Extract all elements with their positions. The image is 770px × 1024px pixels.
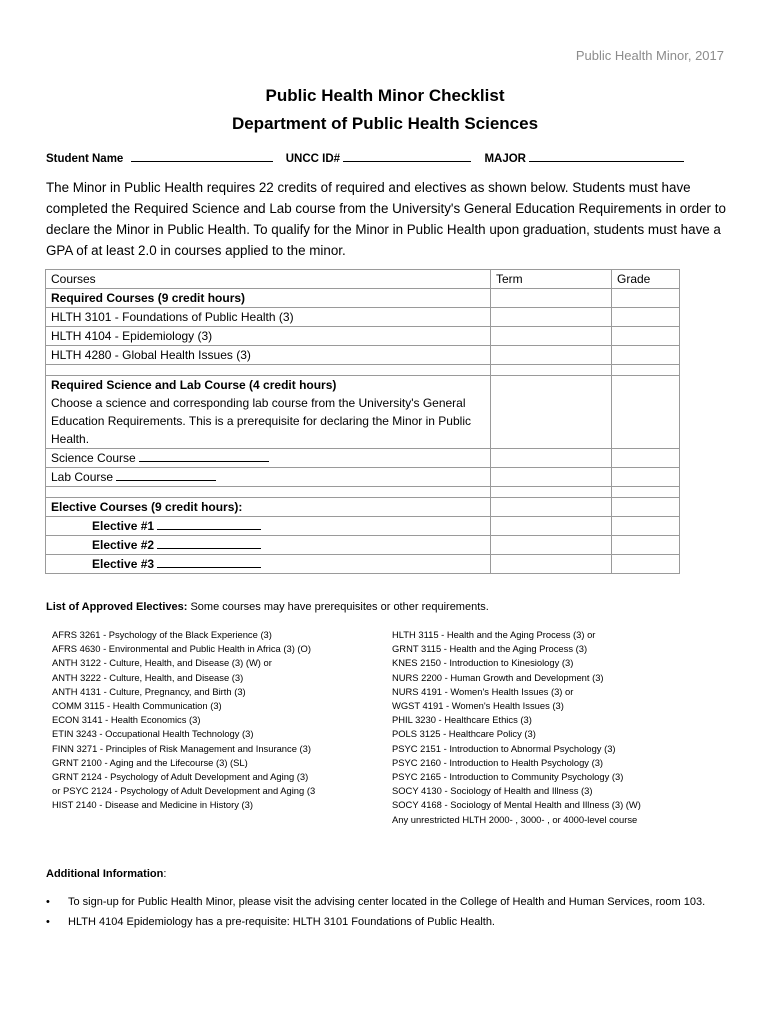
- spacer-cell: [46, 487, 491, 498]
- elective-cell: [46, 536, 491, 555]
- elective-courses-heading: Elective Courses (9 credit hours):: [46, 498, 491, 517]
- science-heading: Required Science and Lab Course (4 credit hours): [51, 378, 337, 392]
- term-cell[interactable]: [491, 346, 612, 365]
- approved-electives-label: List of Approved Electives:: [46, 601, 188, 613]
- major-label: MAJOR: [484, 153, 526, 165]
- list-item: Any unrestricted HLTH 2000- , 3000- , or 4000-level course: [392, 813, 638, 825]
- grade-cell[interactable]: [612, 449, 680, 468]
- header-note: Public Health Minor, 2017: [575, 48, 724, 63]
- term-cell[interactable]: [491, 327, 612, 346]
- grade-cell[interactable]: [612, 308, 680, 327]
- list-item: ANTH 3122 - Culture, Health, and Disease (3) (W) or: [52, 657, 272, 669]
- table-row: [46, 498, 680, 517]
- term-cell[interactable]: [491, 487, 612, 498]
- electives-list-right: [392, 628, 641, 827]
- elective-cell: [46, 517, 491, 536]
- list-item: NURS 4191 - Women's Health Issues (3) or: [392, 685, 574, 697]
- term-cell[interactable]: [491, 449, 612, 468]
- uncc-id-label: UNCC ID#: [285, 153, 341, 165]
- elective-field[interactable]: [157, 517, 261, 530]
- science-block: [46, 376, 491, 449]
- bullet-text: HLTH 4104 Epidemiology has a pre-requisite: HLTH 3101 Foundations of Public Health.: [68, 916, 495, 928]
- list-item: POLS 3125 - Healthcare Policy (3): [392, 728, 536, 740]
- list-item: SOCY 4168 - Sociology of Mental Health and Illness (3) (W): [392, 799, 641, 811]
- course-cell: HLTH 3101 - Foundations of Public Health (3): [46, 308, 491, 327]
- list-item: HIST 2140 - Disease and Medicine in History (3): [52, 799, 253, 811]
- intro-paragraph: The Minor in Public Health requires 22 credits of required and electives as shown below. Students must have completed the Required Science and Lab course from the University's General Education Requirements in order to declare the Minor in Public Health. To qualify for the Minor in Public Health upon graduation, students must have a GPA of at least 2.0 in courses applied to the minor.: [46, 180, 726, 258]
- list-item: KNES 2150 - Introduction to Kinesiology (3): [392, 657, 574, 669]
- courses-header: Courses: [46, 270, 491, 289]
- table-header-row: [46, 270, 680, 289]
- term-cell[interactable]: [491, 555, 612, 574]
- uncc-id-field[interactable]: [343, 150, 471, 162]
- grade-cell[interactable]: [612, 536, 680, 555]
- list-item: or PSYC 2124 - Psychology of Adult Development and Aging (3: [52, 785, 316, 797]
- term-cell[interactable]: [491, 376, 612, 449]
- grade-cell[interactable]: [612, 487, 680, 498]
- grade-cell[interactable]: [612, 376, 680, 449]
- checklist-table: [45, 269, 680, 574]
- list-item: GRNT 2124 - Psychology of Adult Development and Aging (3): [52, 771, 309, 783]
- list-item: ECON 3141 - Health Economics (3): [52, 714, 201, 726]
- list-item: PHIL 3230 - Healthcare Ethics (3): [392, 714, 532, 726]
- table-row: [46, 555, 680, 574]
- grade-cell[interactable]: [612, 327, 680, 346]
- list-item: AFRS 3261 - Psychology of the Black Experience (3): [52, 629, 272, 640]
- grade-cell[interactable]: [612, 346, 680, 365]
- required-courses-heading: Required Courses (9 credit hours): [46, 289, 491, 308]
- list-item: PSYC 2165 - Introduction to Community Psychology (3): [392, 771, 624, 783]
- student-info-line: [46, 150, 684, 165]
- bullet-text: To sign-up for Public Health Minor, please visit the advising center located in the College of Health and Human Services, room 103.: [68, 896, 706, 908]
- elective-field[interactable]: [157, 555, 261, 568]
- table-row: [46, 346, 680, 365]
- grade-cell[interactable]: [612, 555, 680, 574]
- term-cell[interactable]: [491, 365, 612, 376]
- list-item: [46, 914, 726, 931]
- elective-label: Elective #1: [92, 519, 155, 533]
- list-item: GRNT 3115 - Health and the Aging Process (3): [392, 643, 588, 655]
- table-row: [46, 365, 680, 376]
- course-cell: HLTH 4280 - Global Health Issues (3): [46, 346, 491, 365]
- list-item: WGST 4191 - Women's Health Issues (3): [392, 700, 564, 712]
- term-cell[interactable]: [491, 289, 612, 308]
- lab-course-label: Lab Course: [51, 470, 114, 484]
- table-row: [46, 289, 680, 308]
- grade-cell[interactable]: [612, 498, 680, 517]
- elective-cell: [46, 555, 491, 574]
- grade-header: Grade: [612, 270, 680, 289]
- bullet-icon: •: [46, 916, 50, 928]
- electives-list-left: [52, 628, 315, 813]
- lab-course-field[interactable]: [116, 468, 216, 481]
- table-row: [46, 376, 680, 449]
- additional-info-label: Additional Information: [46, 868, 164, 880]
- list-item: NURS 2200 - Human Growth and Development (3): [392, 671, 604, 683]
- list-item: PSYC 2151 - Introduction to Abnormal Psychology (3): [392, 742, 616, 754]
- science-course-field[interactable]: [139, 449, 269, 462]
- page-subtitle: Department of Public Health Sciences: [231, 114, 539, 133]
- list-item: FINN 3271 - Principles of Risk Management and Insurance (3): [52, 742, 311, 754]
- additional-info-heading: [46, 868, 166, 880]
- table-row: [46, 536, 680, 555]
- list-item: ETIN 3243 - Occupational Health Technology (3): [52, 728, 254, 740]
- list-item: PSYC 2160 - Introduction to Health Psychology (3): [392, 756, 604, 768]
- spacer-cell: [46, 365, 491, 376]
- term-cell[interactable]: [491, 498, 612, 517]
- list-item: ANTH 4131 - Culture, Pregnancy, and Birth (3): [52, 685, 246, 697]
- table-row: [46, 517, 680, 536]
- term-cell[interactable]: [491, 517, 612, 536]
- table-row: [46, 327, 680, 346]
- elective-field[interactable]: [157, 536, 261, 549]
- table-row: [46, 308, 680, 327]
- elective-label: Elective #2: [92, 538, 155, 552]
- term-cell[interactable]: [491, 308, 612, 327]
- list-item: SOCY 4130 - Sociology of Health and Illness (3): [392, 785, 593, 797]
- term-header: Term: [491, 270, 612, 289]
- page-title: Public Health Minor Checklist: [265, 86, 505, 105]
- list-item: [46, 894, 726, 911]
- lab-course-cell: [46, 468, 491, 487]
- grade-cell[interactable]: [612, 468, 680, 487]
- student-name-label: Student Name: [46, 153, 124, 165]
- grade-cell[interactable]: [612, 365, 680, 376]
- term-cell[interactable]: [491, 468, 612, 487]
- course-cell: HLTH 4104 - Epidemiology (3): [46, 327, 491, 346]
- table-row: [46, 449, 680, 468]
- additional-info-list: [46, 894, 726, 934]
- additional-info-colon: :: [163, 868, 167, 880]
- elective-label: Elective #3: [92, 557, 155, 571]
- major-field[interactable]: [529, 150, 684, 162]
- science-course-label: Science Course: [51, 451, 136, 465]
- approved-electives-note: Some courses may have prerequisites or other requirements.: [187, 601, 489, 613]
- grade-cell[interactable]: [612, 517, 680, 536]
- grade-cell[interactable]: [612, 289, 680, 308]
- list-item: AFRS 4630 - Environmental and Public Health in Africa (3) (O): [52, 643, 311, 655]
- science-description: Choose a science and corresponding lab course from the University's General Education Requirements. This is a prerequisite for declaring the Minor in Public Health.: [51, 396, 471, 446]
- list-item: GRNT 2100 - Aging and the Lifecourse (3) (SL): [52, 756, 248, 768]
- list-item: COMM 3115 - Health Communication (3): [52, 700, 222, 712]
- list-item: ANTH 3222 - Culture, Health, and Disease (3): [52, 671, 244, 683]
- term-cell[interactable]: [491, 536, 612, 555]
- bullet-icon: •: [46, 896, 50, 908]
- table-row: [46, 487, 680, 498]
- science-course-cell: [46, 449, 491, 468]
- table-row: [46, 468, 680, 487]
- list-item: HLTH 3115 - Health and the Aging Process (3) or: [392, 629, 596, 640]
- approved-electives-title: [46, 601, 489, 613]
- student-name-field[interactable]: [131, 150, 273, 162]
